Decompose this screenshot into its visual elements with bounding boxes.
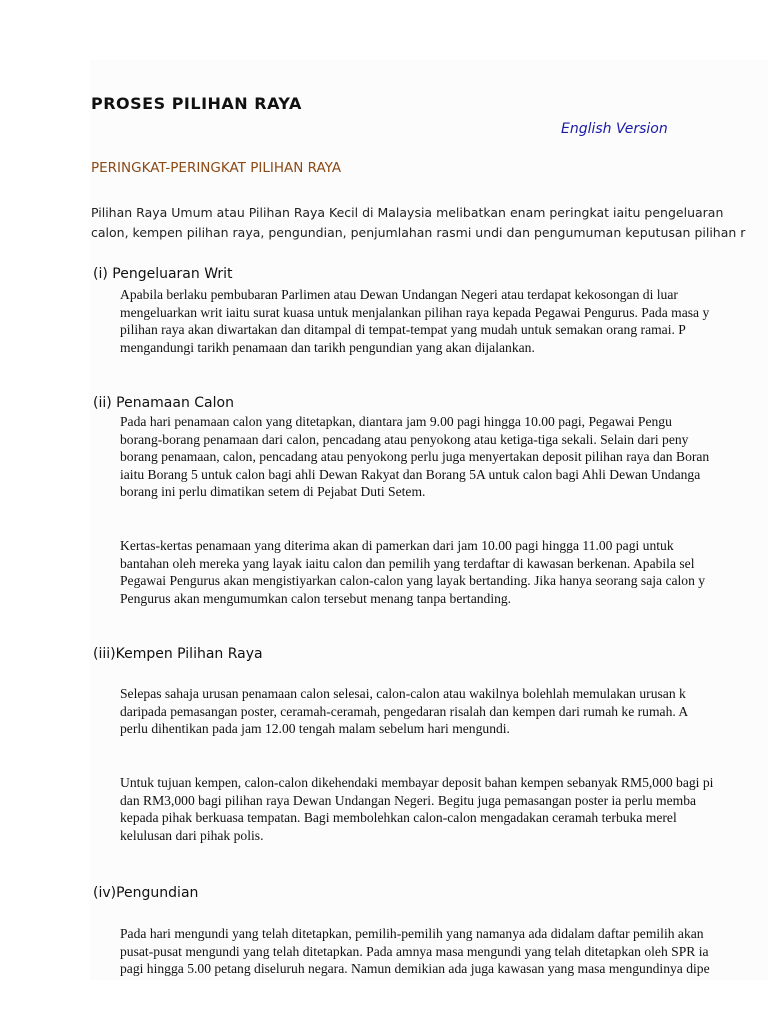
text-line: bantahan oleh mereka yang layak iaitu calon dan pemilih yang terdaftar di kawasan berkenan. Apabila sel: [120, 555, 695, 571]
paragraph-kempen-1: [120, 685, 688, 738]
text-line: pilihan raya akan diwartakan dan ditampal di tempat-tempat yang mudah untuk semakan orang ramai. P: [120, 322, 686, 338]
text-line: Pada hari mengundi yang telah ditetapkan, pemilih-pemilih yang namanya ada didalam daftar pemilih akan: [120, 926, 704, 941]
heading-pengundian: (iv)Pengundian: [93, 885, 199, 901]
paragraph-pengundian: [120, 925, 710, 978]
text-line: Apabila berlaku pembubaran Parlimen atau Dewan Undangan Negeri atau terdapat kekosongan di luar: [120, 287, 678, 302]
intro-paragraph: [91, 203, 745, 243]
heading-pengeluaran-writ: (i) Pengeluaran Writ: [93, 266, 233, 282]
text-line: Untuk tujuan kempen, calon-calon dikehendaki membayar deposit bahan kempen sebanyak RM5,000 bagi pi: [120, 775, 714, 790]
text-line: borang penamaan, calon, pencadang atau penyokong perlu juga menyertakan deposit pilihan raya dan Boran: [120, 449, 710, 465]
text-line: pusat-pusat mengundi yang telah ditetapkan. Pada amnya masa mengundi yang telah ditetapkan oleh SPR ia: [120, 943, 709, 959]
text-line: perlu dihentikan pada jam 12.00 tengah malam sebelum hari mengundi.: [120, 721, 510, 737]
english-version-link[interactable]: English Version: [561, 121, 668, 137]
text-line: pagi hingga 5.00 petang diseluruh negara. Namun demikian ada juga kawasan yang masa mengundinya dipe: [120, 961, 710, 977]
text-line: iaitu Borang 5 untuk calon bagi ahli Dewan Rakyat dan Borang 5A untuk calon bagi Ahli Dewan Undanga: [120, 466, 701, 482]
heading-penamaan-calon: (ii) Penamaan Calon: [93, 395, 234, 411]
text-line: Selepas sahaja urusan penamaan calon selesai, calon-calon atau wakilnya bolehlah memulakan urusan k: [120, 686, 686, 701]
section-subtitle: PERINGKAT-PERINGKAT PILIHAN RAYA: [91, 160, 342, 176]
intro-line: calon, kempen pilihan raya, pengundian, penjumlahan rasmi undi dan pengumuman keputusan pilihan r: [91, 225, 746, 240]
text-line: mengandungi tarikh penamaan dan tarikh pengundian yang akan dijalankan.: [120, 339, 535, 355]
page-title: PROSES PILIHAN RAYA: [91, 94, 302, 113]
text-line: Pegawai Pengurus akan mengistiyarkan calon-calon yang layak bertanding. Jika hanya seorang saja calon y: [120, 573, 706, 589]
paragraph-pengeluaran-writ: [120, 286, 709, 356]
text-line: Pengurus akan mengumumkan calon tersebut menang tanpa bertanding.: [120, 590, 512, 606]
text-line: kepada pihak berkuasa tempatan. Bagi membolehkan calon-calon mengadakan ceramah terbuka merel: [120, 810, 677, 826]
text-line: borang ini perlu dimatikan setem di Pejabat Duti Setem.: [120, 484, 426, 500]
paragraph-kempen-2: [120, 774, 713, 844]
text-line: Pada hari penamaan calon yang ditetapkan, diantara jam 9.00 pagi hingga 10.00 pagi, Pegawai Pengu: [120, 414, 672, 429]
paragraph-penamaan-calon-2: [120, 537, 705, 607]
intro-line: Pilihan Raya Umum atau Pilihan Raya Kecil di Malaysia melibatkan enam peringkat iaitu pengeluaran: [91, 205, 724, 220]
text-line: borang-borang penamaan dari calon, pencadang atau penyokong atau ketiga-tiga sekali. Selain dari peny: [120, 431, 689, 447]
text-line: kelulusan dari pihak polis.: [120, 827, 264, 843]
paragraph-penamaan-calon-1: [120, 413, 709, 501]
text-line: Kertas-kertas penamaan yang diterima akan di pamerkan dari jam 10.00 pagi hingga 11.00 pagi untuk: [120, 538, 674, 553]
text-line: dan RM3,000 bagi pilihan raya Dewan Undangan Negeri. Begitu juga pemasangan poster ia perlu memba: [120, 792, 697, 808]
text-line: daripada pemasangan poster, ceramah-ceramah, pengedaran risalah dan kempen dari rumah ke rumah. A: [120, 703, 689, 719]
text-line: mengeluarkan writ iaitu surat kuasa untuk menjalankan pilihan raya kepada Pegawai Pengurus. Pada masa y: [120, 304, 710, 320]
heading-kempen-pilihan-raya: (iii)Kempen Pilihan Raya: [93, 646, 263, 662]
